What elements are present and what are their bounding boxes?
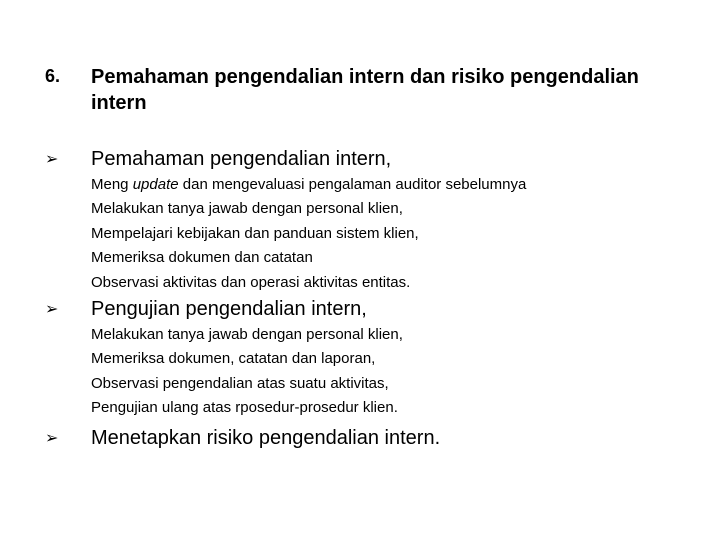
section-title: Pemahaman pengendalian intern dan risiko pengendalian intern bbox=[91, 66, 639, 114]
item-heading: Pengujian pengendalian intern, bbox=[91, 298, 367, 320]
sub-item: Memeriksa dokumen dan catatan bbox=[91, 249, 313, 266]
arrow-bullet-icon: ➢ bbox=[45, 301, 59, 318]
sub-item: Observasi pengendalian atas suatu aktivitas, bbox=[91, 375, 389, 392]
sub-item: Meng update dan mengevaluasi pengalaman auditor sebelumnya bbox=[91, 176, 527, 193]
sub-item: Memeriksa dokumen, catatan dan laporan, bbox=[91, 350, 376, 367]
item-heading: Menetapkan risiko pengendalian intern. bbox=[91, 427, 441, 449]
arrow-bullet-icon: ➢ bbox=[45, 430, 59, 447]
item-heading: Pemahaman pengendalian intern, bbox=[91, 148, 392, 170]
sub-item: Pengujian ulang atas rposedur-prosedur klien. bbox=[91, 399, 398, 416]
arrow-bullet-icon: ➢ bbox=[45, 151, 59, 168]
sub-item: Melakukan tanya jawab dengan personal klien, bbox=[91, 326, 403, 343]
section-number: 6. bbox=[45, 66, 61, 86]
sub-item: Melakukan tanya jawab dengan personal klien, bbox=[91, 200, 403, 217]
sub-item: Observasi aktivitas dan operasi aktivitas entitas. bbox=[91, 274, 411, 291]
sub-item: Mempelajari kebijakan dan panduan sistem klien, bbox=[91, 225, 419, 242]
